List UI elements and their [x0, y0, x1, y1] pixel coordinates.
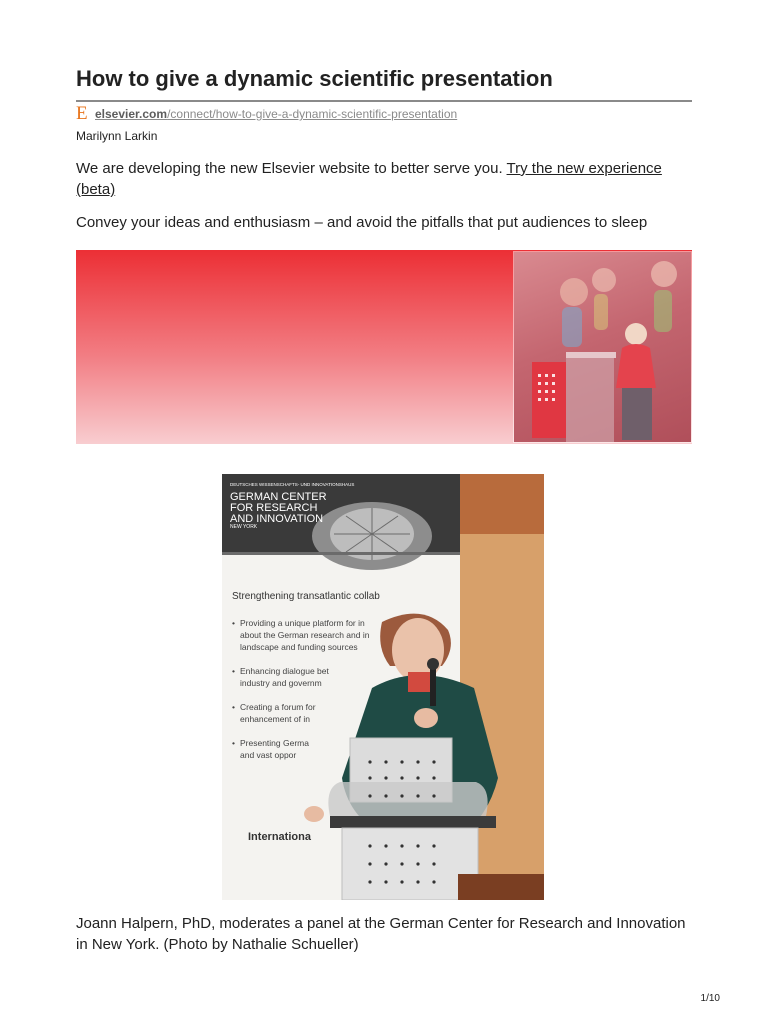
poster-bullet: Presenting Germa: [240, 738, 309, 748]
poster-bullet: Enhancing dialogue bet: [240, 666, 329, 676]
svg-text:•: •: [232, 666, 235, 676]
source-path: /connect/how-to-give-a-dynamic-scientific-presentation: [167, 107, 458, 121]
svg-text:enhancement of in: enhancement of in: [240, 714, 310, 724]
photo-caption: Joann Halpern, PhD, moderates a panel at the German Center for Research and Innovation in New York. (Photo by Nathalie Schueller): [76, 915, 686, 953]
svg-text:industry and governm: industry and governm: [240, 678, 322, 688]
poster-org-line: DEUTSCHES WISSENSCHAFTS- UND INNOVATIONSHAUS: [230, 482, 355, 487]
banner-speaker-icon: [514, 252, 691, 442]
poster-name: GERMAN CENTER FOR RESEARCH AND INNOVATION: [230, 491, 327, 525]
article-lede: Convey your ideas and enthusiasm – and avoid the pitfalls that put audiences to sleep: [76, 214, 648, 231]
speaker-photo-icon: [222, 474, 544, 900]
source-link[interactable]: [95, 107, 457, 121]
svg-text:about the German research and: about the German research and in: [240, 630, 370, 640]
article-title: How to give a dynamic scientific presentation: [76, 66, 553, 91]
source-row: [76, 105, 457, 123]
poster-bullet: Creating a forum for: [240, 702, 316, 712]
page-counter: 1/10: [700, 993, 720, 1004]
try-new-experience-link[interactable]: Try the new experience (beta): [76, 160, 662, 198]
hero-banner: [76, 250, 692, 444]
elsevier-logo-icon: E: [76, 103, 88, 124]
source-domain: elsevier.com: [95, 107, 168, 121]
poster-city: NEW YORK: [230, 524, 258, 530]
speaker-photo: [222, 474, 544, 900]
beta-notice: [76, 158, 692, 200]
author-name: Marilynn Larkin: [76, 129, 158, 143]
title-divider: [76, 100, 692, 102]
svg-text:•: •: [232, 618, 235, 628]
poster-footer: Internationa: [248, 831, 311, 843]
svg-text:landscape and funding sources: landscape and funding sources: [240, 642, 358, 652]
poster-bullet: Providing a unique platform for in: [240, 618, 365, 628]
svg-text:•: •: [232, 738, 235, 748]
banner-photo: [514, 252, 691, 442]
beta-notice-text: We are developing the new Elsevier website to better serve you.: [76, 160, 507, 177]
svg-text:•: •: [232, 702, 235, 712]
svg-text:and vast oppor: and vast oppor: [240, 750, 297, 760]
poster-heading: Strengthening transatlantic collab: [232, 591, 380, 602]
